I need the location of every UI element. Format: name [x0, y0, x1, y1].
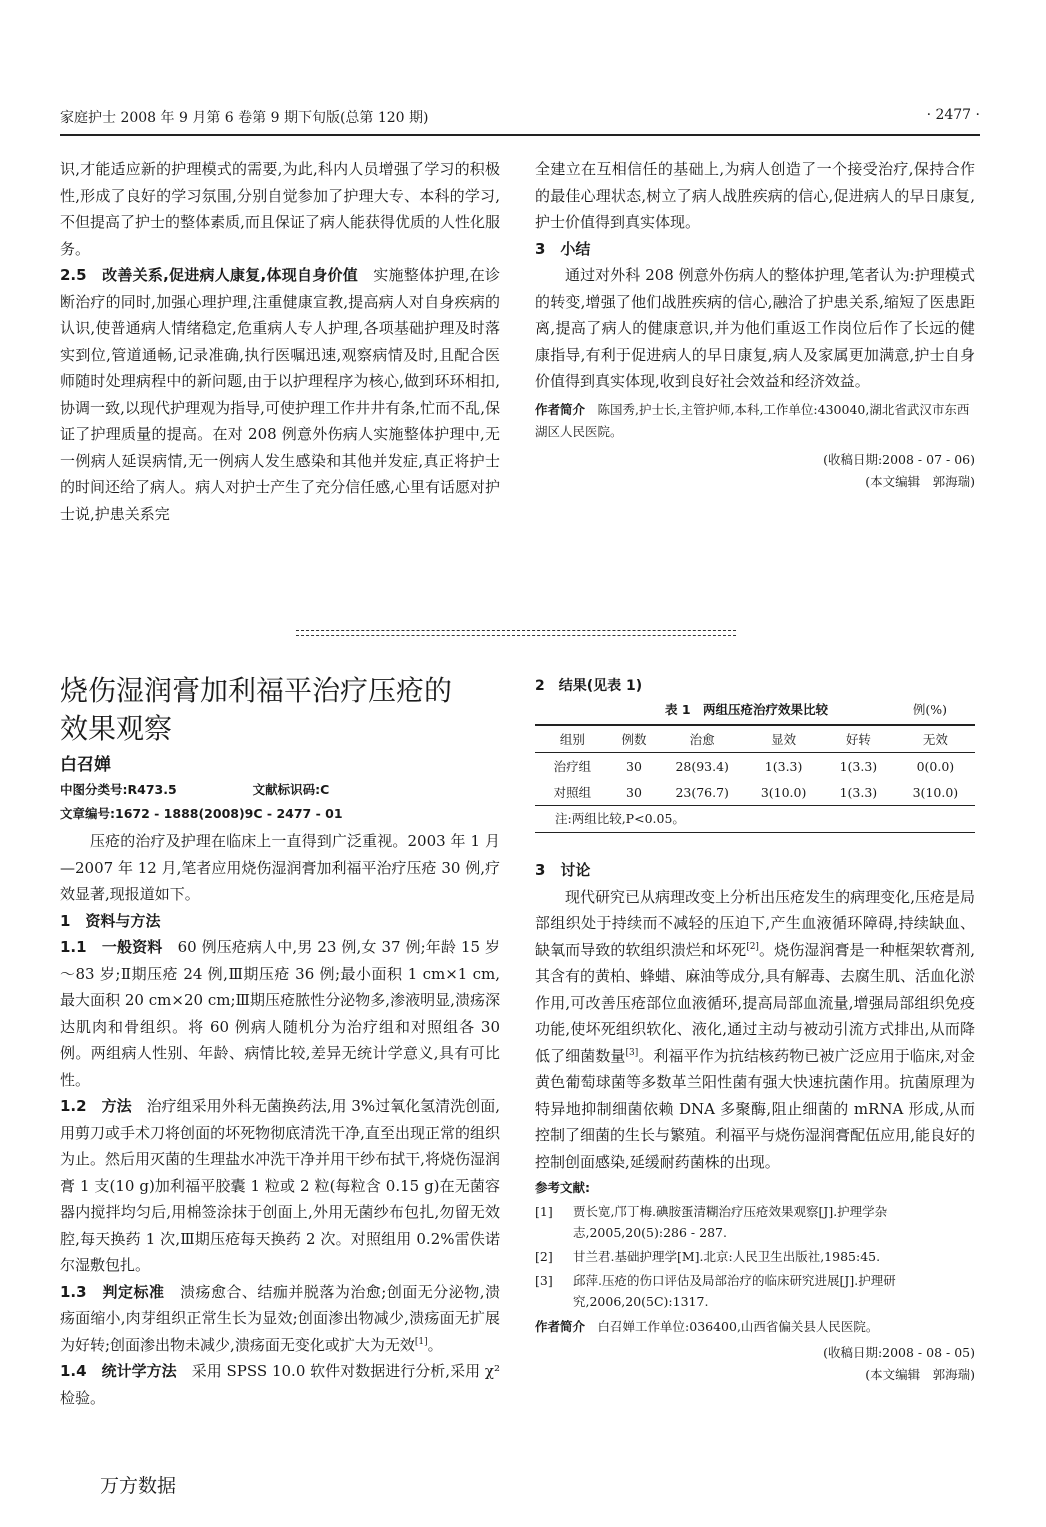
- prev-article-left-column: [60, 156, 500, 527]
- subsection-body: 治疗组采用外科无菌换药法,用 3%过氧化氢清洗创面,用剪刀或手术刀将创面的坏死物彻底清洗干净,直至出现正常的组织为止。然后用灭菌的生理盐水冲洗干净并用干纱布拭干,将烧伤湿润膏 1 支(10 g)加利福平胶囊 1 粒或 2 粒(每粒含 0.15 g)在无菌容器内搅拌均匀后,用棉签涂抹于创面上,外用无菌纱布包扎,勿留无效腔,每天换药 1 次,Ⅲ期压疮每天换药 2 次。对照组用 0.2%雷佚诺尔湿敷包扎。: [60, 1097, 500, 1274]
- article-title: [60, 672, 500, 748]
- received-date: (收稿日期:2008 - 08 - 05): [823, 1345, 975, 1360]
- section-1-4: [60, 1358, 500, 1411]
- wanfang-watermark: 万方数据: [100, 1475, 177, 1497]
- article-title-line: 效果观察: [60, 712, 173, 745]
- table-header-cell: 治愈: [658, 726, 746, 753]
- reference-text: 贾长宽,邝丁梅.碘胺蛋清糊治疗压疮效果观察[J].护理学杂志,2005,20(5):286 - 287.: [573, 1204, 888, 1240]
- reference-item: [535, 1270, 975, 1312]
- author-bio: [535, 1316, 975, 1338]
- table-note: 注:两组比较,P<0.05。: [535, 806, 975, 833]
- prev-paragraph: 识,才能适应新的护理模式的需要,为此,科内人员增强了学习的积极性,形成了良好的学习氛围,分别自觉参加了护理大专、本科的学习,不但提高了护士的整体素质,而且保证了病人能获得优质的人性化服务。: [60, 160, 500, 258]
- section-heading: 3 小结: [535, 239, 591, 258]
- results-table-grid: [535, 726, 975, 805]
- subsection-label: 1.4 统计学方法: [60, 1362, 177, 1380]
- table-header-cell: 例数: [610, 726, 658, 753]
- table-cell: 30: [626, 758, 642, 774]
- prev-paragraph: 全建立在互相信任的基础上,为病人创造了一个接受治疗,保持合作的最佳心理状态,树立了病人战胜疾病的信心,促进病人的早日康复,护士价值得到真实体现。: [535, 160, 975, 231]
- author-bio-label: 作者简介: [535, 401, 586, 417]
- reference-list: [535, 1201, 975, 1312]
- article-left-column: [60, 672, 500, 1411]
- journal-info: 家庭护士 2008 年 9 月第 6 卷第 9 期下旬版(总第 120 期): [60, 110, 429, 126]
- table-header-cell: 组别: [535, 726, 610, 753]
- section-1-1: [60, 934, 500, 1093]
- table-row: [535, 753, 975, 780]
- table-cell: 28(93.4): [675, 758, 729, 774]
- table-header-cell: 好转: [821, 726, 896, 753]
- subsection-label: 1.1 一般资料: [60, 938, 163, 956]
- reference-number: [1]: [535, 1204, 553, 1219]
- prev-section-2-5: [60, 262, 500, 527]
- reference-item: [535, 1246, 975, 1267]
- table-cell: 治疗组: [553, 759, 592, 774]
- table-header-row: [535, 726, 975, 753]
- table-cell: 0(0.0): [916, 758, 955, 774]
- subsection-end: 。: [427, 1335, 443, 1354]
- references-heading: 参考文献:: [535, 1180, 590, 1195]
- received-date: (收稿日期:2008 - 07 - 06): [823, 451, 975, 467]
- reference-text: 甘兰君.基础护理学[M].北京:人民卫生出版社,1985:45.: [573, 1249, 881, 1264]
- document-code: 文献标识码:C: [252, 782, 330, 797]
- editor-note: (本文编辑 郭海瑞): [865, 1367, 975, 1382]
- citation: [3]: [625, 1047, 639, 1058]
- article-intro: 压疮的治疗及护理在临床上一直得到广泛重视。2003 年 1 月—2007 年 12 月,笔者应用烧伤湿润膏加利福平治疗压疮 30 例,疗效显著,现报道如下。: [60, 832, 500, 903]
- discussion-text: 。利福平作为抗结核药物已被广泛应用于临床,对金黄色葡萄球菌等多数革兰阳性菌有强大快速抗菌作用。抗菌原理为特异地抑制细菌依赖 DNA 多聚酶,阻止细菌的 mRNA 形成,从而控制了细菌的生长与繁殖。利福平与烧伤湿润膏配伍应用,能良好的控制创面感染,延缓耐药菌株的出现。: [535, 1046, 975, 1171]
- table-row: [535, 779, 975, 805]
- table-caption-row: [535, 698, 975, 722]
- discussion-text: 现代研究已从病理改变上分析出压疮发生的病理变化,压疮是局部组织处于持续而不减轻的压迫下,产生血液循环障碍,持续缺血、缺氧而导致的软组织溃烂和坏死: [535, 887, 975, 959]
- section-1-3: [60, 1279, 500, 1359]
- section-1-2: [60, 1093, 500, 1279]
- author-bio-text: 白召婵工作单位:036400,山西省偏关县人民医院。: [597, 1319, 879, 1334]
- table-cell: 23(76.7): [675, 784, 729, 800]
- section-heading: 1 资料与方法: [60, 911, 161, 930]
- citation: [2]: [746, 941, 759, 952]
- header-rule: [60, 134, 980, 136]
- page-number: · 2477 ·: [926, 107, 980, 123]
- reference-text: 邱萍.压疮的伤口评估及局部治疗的临床研究进展[J].护理研究,2006,20(5C):1317.: [573, 1273, 896, 1309]
- reference-number: [2]: [535, 1249, 553, 1264]
- table-cell: 30: [626, 784, 642, 800]
- classification-line: [60, 778, 500, 802]
- section-body: 通过对外科 208 例意外伤病人的整体护理,笔者认为:护理模式的转变,增强了他们战胜疾病的信心,融洽了护患关系,缩短了医患距离,提高了病人的健康意识,并为他们重返工作岗位后作了长远的健康指导,有利于促进病人的早日康复,病人及家属更加满意,护士自身价值得到真实体现,收到良好社会效益和经济效益。: [535, 266, 975, 390]
- subsection-body: 采用 SPSS 10.0 软件对数据进行分析,采用 χ² 检验。: [60, 1362, 500, 1407]
- section-body: 实施整体护理,在诊断治疗的同时,加强心理护理,注重健康宣教,提高病人对自身疾病的认识,使普通病人情绪稳定,危重病人专人护理,各项基础护理及时落实到位,管道通畅,记录准确,执行医嘱迅速,观察病情及时,且配合医师随时处理病程中的新问题,由于以护理程序为核心,做到环环相扣,协调一致,以现代护理观为指导,可使护理工作井井有条,忙而不乱,保证了护理质量的提高。在对 208 例意外伤病人实施整体护理中,无一例病人延误病情,无一例病人发生感染和其他并发症,真正将护士的时间还给了病人。病人对护士产生了充分信任感,心里有话愿对护士说,护患关系完: [60, 266, 500, 523]
- table-cell: 1(3.3): [839, 758, 878, 774]
- article-number: 文章编号:1672 - 1888(2008)9C - 2477 - 01: [60, 806, 343, 821]
- table-unit: 例(%): [912, 702, 947, 717]
- article-author: 白召婵: [60, 755, 111, 775]
- reference-number: [3]: [535, 1273, 553, 1288]
- results-table: [535, 724, 975, 806]
- editor-note: (本文编辑 郭海瑞): [865, 473, 975, 489]
- table-cell: 对照组: [553, 785, 592, 800]
- table-cell: 3(10.0): [912, 784, 959, 800]
- discussion-text: 。烧伤湿润膏是一种框架软膏剂,其含有的黄柏、蜂蜡、麻油等成分,具有解毒、去腐生肌、活血化淤作用,可改善压疮部位血液循环,提高局部血流量,增强局部组织免疫功能,使坏死组织软化、液化,通过主动与被动引流方式排出,从而降低了细菌数量: [535, 940, 975, 1065]
- subsection-label: 1.3 判定标准: [60, 1282, 165, 1301]
- reference-item: [535, 1201, 975, 1243]
- article-title-line: 烧伤湿润膏加利福平治疗压疮的: [60, 674, 453, 707]
- section-heading: 2.5 改善关系,促进病人康复,体现自身价值: [60, 266, 358, 284]
- section-heading: 3 讨论: [535, 861, 591, 879]
- citation: [1]: [414, 1336, 428, 1347]
- prev-article-right-column: [535, 156, 975, 493]
- author-bio-label: 作者简介: [535, 1319, 586, 1334]
- table-caption: 表 1 两组压疮治疗效果比较: [665, 702, 829, 717]
- article-right-column: [535, 674, 975, 1386]
- subsection-label: 1.2 方法: [60, 1097, 132, 1115]
- author-bio-text: 陈国秀,护士长,主管护师,本科,工作单位:430040,湖北省武汉市东西湖区人民医院。: [535, 401, 970, 439]
- table-cell: 1(3.3): [764, 758, 803, 774]
- subsection-body: 溃疡愈合、结痂并脱落为治愈;创面无分泌物,溃疡面缩小,肉芽组织正常生长为显效;创面渗出物减少,溃疡面无扩展为好转;创面渗出物未减少,溃疡面无变化或扩大为无效: [60, 1282, 500, 1354]
- section-heading: 2 结果(见表 1): [535, 678, 643, 694]
- running-header: [60, 105, 980, 131]
- author-bio: [535, 399, 975, 443]
- clc-number: 中图分类号:R473.5: [60, 782, 177, 797]
- table-header-cell: 显效: [746, 726, 821, 753]
- article-separator: [296, 630, 736, 636]
- table-header-cell: 无效: [896, 726, 975, 753]
- discussion-body: [535, 884, 975, 1176]
- table-cell: 3(10.0): [760, 784, 807, 800]
- table-cell: 1(3.3): [839, 784, 878, 800]
- subsection-body: 60 例压疮病人中,男 23 例,女 37 例;年龄 15 岁～83 岁;Ⅱ期压疮 24 例,Ⅲ期压疮 36 例;最小面积 1 cm×1 cm,最大面积 20 cm×20 cm;Ⅲ期压疮脓性分泌物多,渗液明显,溃疡深达肌肉和骨组织。将 60 例病人随机分为治疗组和对照组各 30 例。两组病人性别、年龄、病情比较,差异无统计学意义,具有可比性。: [60, 938, 500, 1089]
